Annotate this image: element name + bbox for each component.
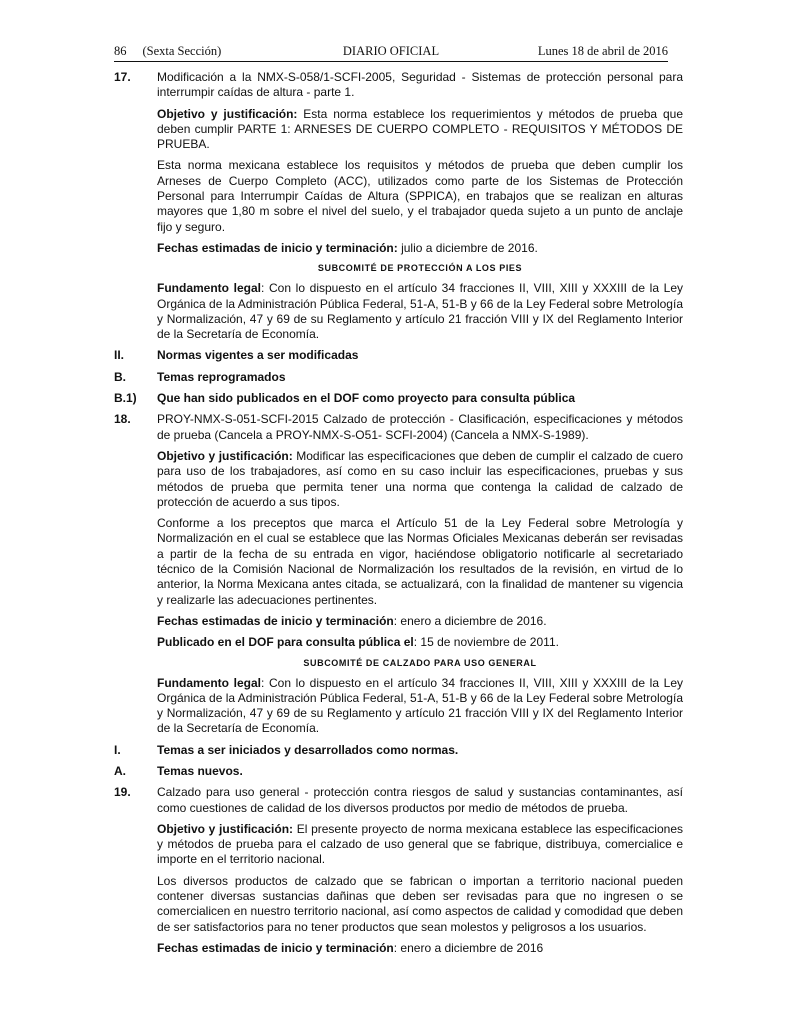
legal-label: Fundamento legal xyxy=(157,281,261,296)
objective-label: Objetivo y justificación: xyxy=(157,106,298,121)
item-18 xyxy=(114,412,683,443)
item-title: Calzado para uso general - protección contra riesgos de salud y sustancias contaminantes, así como cuestiones de calidad de los diversos productos por medio de métodos de prueba. xyxy=(157,785,683,815)
objective-paragraph xyxy=(157,449,683,510)
document-body xyxy=(114,70,683,962)
item-number: 19. xyxy=(114,785,131,800)
section-number: I. xyxy=(114,742,121,757)
section-number: A. xyxy=(114,763,126,778)
objective-text: El presente proyecto de norma mexicana establece las especificaciones y métodos de prueba para el calzado de uso general que se fabrique, distribuya, comercialice e importe en el territorio nacional. xyxy=(157,821,683,867)
dates-text: : enero a diciembre de 2016 xyxy=(393,940,544,955)
section-heading-B1 xyxy=(114,391,683,406)
section-heading-B xyxy=(114,370,683,385)
dates-label: Fechas estimadas de inicio y terminación xyxy=(157,940,394,955)
item-number: 17. xyxy=(114,70,131,84)
header-divider xyxy=(114,61,668,62)
description-paragraph: Esta norma mexicana establece los requisitos y métodos de prueba que deben cumplir los Arneses de Cuerpo Completo (ACC), utilizados como parte de los Sistemas de Protección Personal para Interrumpir Caídas de Altura (SPPICA), en trabajos que se realizan en alturas mayores que 1,80 m sobre el nivel del suelo, y el trabajador queda sujeto a un punto de anclaje fijo y seguro. xyxy=(157,158,683,234)
legal-text: : Con lo dispuesto en el artículo 34 fracciones II, VIII, XIII y XXXIII de la Ley Orgánica de la Administración Pública Federal, 51-A, 51-B y 66 de la Ley Federal sobre Metrología y Normalización, 47 y 69 de su Reglamento y artículo 21 fracción VIII y IX del Reglamento Interior de la Secretaría de Economía. xyxy=(157,281,683,342)
section-title: Normas vigentes a ser modificadas xyxy=(157,348,359,363)
dates-paragraph xyxy=(157,941,683,956)
page-number: 86 xyxy=(114,44,127,58)
description-paragraph: Los diversos productos de calzado que se fabrican o importan a territorio nacional pueden contener diversas sustancias dañinas que deben ser revisadas para que no ingresen o se comercialicen en nuestro territorio nacional, así como aspectos de calidad y comodidad que deben de ser satisfactorios para no tener productos que sean molestos y peligrosos a los usuarios. xyxy=(157,873,683,934)
legal-text: : Con lo dispuesto en el artículo 34 fracciones II, VIII, XIII y XXXIII de la Ley Orgánica de la Administración Pública Federal, 51-A, 51-B y 66 de la Ley Federal sobre Metrología y Normalización, 47 y 69 de su Reglamento y artículo 21 fracción VIII y IX del Reglamento Interior de la Secretaría de Economía. xyxy=(157,675,683,736)
section-title: Temas nuevos. xyxy=(157,763,243,778)
item-17 xyxy=(114,70,683,101)
dates-text: julio a diciembre de 2016. xyxy=(397,240,538,255)
section-label: (Sexta Sección) xyxy=(142,44,222,58)
section-number: B. xyxy=(114,369,126,384)
section-title: Temas a ser iniciados y desarrollados como normas. xyxy=(157,742,459,757)
objective-text: Modificar las especificaciones que deben de cumplir el calzado de cuero para uso de los trabajadores, así como en su caso incluir las especificaciones, pruebas y sus métodos de prueba que permita tener una norma que contenga la calidad de calzado de protección de acuerdo a sus tipos. xyxy=(157,448,684,509)
dates-label: Fechas estimadas de inicio y terminación: xyxy=(157,240,398,255)
publication-title: DIARIO OFICIAL xyxy=(342,44,440,58)
dates-text: : enero a diciembre de 2016. xyxy=(393,613,547,628)
item-title: PROY-NMX-S-051-SCFI-2015 Calzado de protección - Clasificación, especificaciones y métodos de prueba (Cancela a PROY-NMX-S-O51- SCFI-2004) (Cancela a NMX-S-1989). xyxy=(157,412,683,442)
section-title: Que han sido publicados en el DOF como proyecto para consulta pública xyxy=(157,391,576,406)
subcommittee-heading: SUBCOMITÉ DE CALZADO PARA USO GENERAL xyxy=(303,657,537,668)
section-heading-A xyxy=(114,764,683,779)
section-number: B.1) xyxy=(114,391,137,406)
item-number: 18. xyxy=(114,412,131,427)
published-label: Publicado en el DOF para consulta pública el xyxy=(157,635,414,650)
section-heading-II xyxy=(114,348,683,363)
item-title: Modificación a la NMX-S-058/1-SCFI-2005, Seguridad - Sistemas de protección personal para interrumpir caídas de altura - parte 1. xyxy=(157,70,683,100)
dates-label: Fechas estimadas de inicio y terminación xyxy=(157,613,394,628)
objective-label: Objetivo y justificación: xyxy=(157,821,294,836)
objective-text: Esta norma establece los requerimientos y métodos de prueba que deben cumplir PARTE 1: ARNESES DE CUERPO COMPLETO - REQUISITOS Y MÉTODOS DE PRUEBA. xyxy=(157,106,683,152)
section-heading-I xyxy=(114,743,683,758)
published-paragraph xyxy=(157,635,683,650)
legal-label: Fundamento legal xyxy=(157,675,261,690)
published-text: : 15 de noviembre de 2011. xyxy=(413,635,559,650)
description-paragraph: Conforme a los preceptos que marca el Artículo 51 de la Ley Federal sobre Metrología y Normalización en el cual se establece que las Normas Oficiales Mexicanas deberán ser revisadas a partir de la fecha de su entrada en vigor, haciéndose obligatorio notificarle al secretariado técnico de la Comisión Nacional de Normalización los resultados de la revisión, en virtud de lo anterior, la Norma Mexicana antes citada, se actualizará, con la finalidad de mantener su vigencia y realizarle las adecuaciones pertinentes. xyxy=(157,516,683,607)
objective-paragraph xyxy=(157,822,683,868)
page-header xyxy=(114,42,668,60)
item-19 xyxy=(114,785,683,816)
section-number: II. xyxy=(114,348,125,363)
objective-label: Objetivo y justificación: xyxy=(157,448,293,463)
objective-paragraph xyxy=(157,107,683,153)
publication-date: Lunes 18 de abril de 2016 xyxy=(537,44,668,58)
legal-basis-paragraph xyxy=(157,676,683,737)
dates-paragraph xyxy=(157,241,683,256)
section-title: Temas reprogramados xyxy=(157,369,286,384)
legal-basis-paragraph xyxy=(157,281,683,342)
dates-paragraph xyxy=(157,614,683,629)
subcommittee-heading: SUBCOMITÉ DE PROTECCIÓN A LOS PIES xyxy=(317,263,523,274)
